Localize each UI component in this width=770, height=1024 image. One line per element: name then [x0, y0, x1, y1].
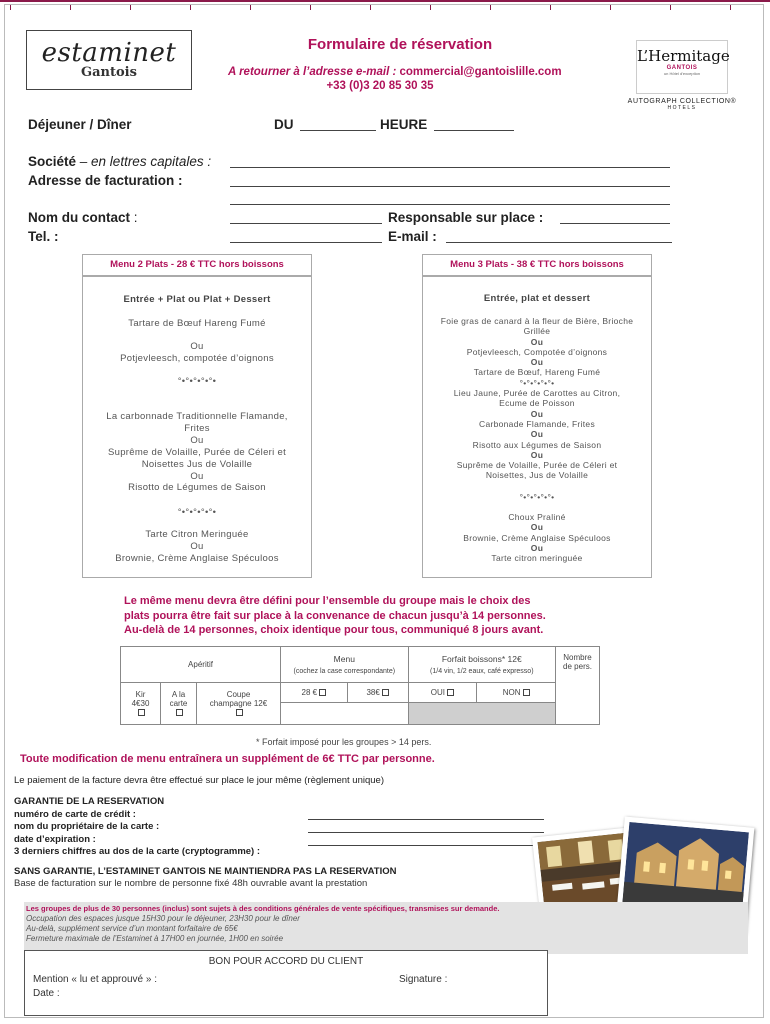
menu3-dessert-line-4: Tarte citron meringuée — [491, 553, 583, 564]
payment-notice: Le paiement de la facture devra être effectué sur place le jour même (règlement unique) — [14, 775, 385, 786]
card-number-field[interactable] — [308, 819, 544, 820]
forfait-header-label: Forfait boissons* 12€ — [441, 654, 522, 664]
menu-28-option[interactable] — [281, 683, 348, 703]
forfait-header — [408, 647, 555, 683]
menu3-dish-line-13: Ou — [530, 449, 544, 460]
return-label: A retourner à l’adresse e-mail : — [228, 66, 397, 78]
menu2-main-1b: Frites — [184, 423, 210, 434]
menu-38-checkbox[interactable] — [382, 689, 389, 696]
menu2-main-1a: La carbonnade Traditionnelle Flamande, — [106, 411, 288, 422]
date-signature-label: Date : — [33, 988, 60, 999]
alacarte-option[interactable] — [161, 683, 197, 725]
card-owner-field[interactable] — [308, 832, 544, 833]
autograph-collection-logo — [624, 98, 740, 111]
card-number-label: numéro de carte de crédit : — [14, 808, 136, 820]
forfait-footnote: * Forfait imposé pour les groupes > 14 pers. — [256, 737, 432, 747]
company-label-note: – en lettres capitales : — [76, 154, 212, 169]
menu2-or-4: Ou — [190, 541, 204, 552]
menu2-main-3: Risotto de Légumes de Saison — [128, 482, 266, 493]
conditions-box — [24, 902, 748, 954]
hermitage-logo-gantois: GANTOIS — [666, 65, 698, 71]
onsite-manager-field[interactable] — [560, 223, 670, 224]
menu3-dish-line-4: Ou — [530, 357, 544, 368]
page-title: Formulaire de réservation — [307, 36, 493, 53]
contact-name-text: Nom du contact — [28, 210, 131, 225]
menu2-or-3: Ou — [190, 471, 204, 482]
agreement-title: BON POUR ACCORD DU CLIENT — [208, 956, 364, 967]
menu3-desserts — [424, 512, 650, 563]
hermitage-logo — [636, 40, 728, 94]
menu3-dessert-line-2: Brownie, Crème Anglaise Spéculoos — [463, 532, 611, 543]
guarantee-title: GARANTIE DE LA RESERVATION — [14, 796, 165, 807]
menu3-dish-line-3: Potjevleesch, Compotée d’oignons — [466, 346, 608, 357]
menu3-dish-line-14: Suprême de Volaille, Purée de Céleri et — [456, 460, 618, 471]
company-field[interactable] — [230, 167, 670, 168]
menu2-main-2a: Suprême de Volaille, Purée de Céleri et — [107, 447, 287, 458]
time-field[interactable] — [434, 130, 514, 131]
menu2-or-2: Ou — [190, 435, 204, 446]
menu3-dish-line-6: °•°•°•°•°• — [519, 377, 555, 388]
menu3-dish-line-9: Ou — [530, 408, 544, 419]
menu-header-sub: (cochez la case correspondante) — [293, 668, 396, 675]
forfait-no-option[interactable] — [477, 683, 556, 703]
menu3-dish-line-10: Carbonade Flamande, Frites — [479, 418, 595, 429]
group-menu-notice — [124, 594, 644, 638]
hermitage-logo-sub: un Hôtel d'exception — [663, 71, 701, 76]
cvv-label: 3 derniers chiffres au dos de la carte (cryptogramme) : — [14, 846, 261, 857]
email-field[interactable] — [446, 242, 672, 243]
menu2-or-1: Ou — [190, 341, 204, 352]
menu-header — [281, 647, 409, 683]
forfait-yes-label: OUI — [430, 688, 446, 697]
menu2-starter-2: Potjevleesch, compotée d’oignons — [120, 353, 274, 364]
phone-label: Tel. : — [28, 229, 59, 244]
menu2-separator-1: °•°•°•°•°• — [177, 376, 217, 387]
champagne-option[interactable] — [197, 683, 281, 725]
alacarte-label-1: A la — [171, 690, 186, 699]
hermitage-logo-text: L’Hermitage — [637, 47, 730, 65]
guest-count-label-1: Nombre — [563, 653, 592, 662]
billing-address-label: Adresse de facturation : — [28, 173, 183, 188]
notice-line-1: Le même menu devra être défini pour l’ensemble du groupe mais le choix des — [124, 595, 531, 607]
menu2-dessert-1: Tarte Citron Meringuée — [145, 529, 249, 540]
champagne-label-2: champagne 12€ — [209, 699, 268, 708]
conditions-line-2: Occupation des espaces jusque 15H30 pour le déjeuner, 23H30 pour le dîner — [26, 914, 300, 923]
expiry-field[interactable] — [308, 845, 544, 846]
menu2-main-2b: Noisettes Jus de Volaille — [141, 459, 253, 470]
forfait-no-label: NON — [502, 688, 521, 697]
menu3-dish-line-11: Ou — [530, 429, 544, 440]
contact-phone[interactable]: +33 (0)3 20 85 30 35 — [326, 80, 434, 92]
menu-38-option[interactable] — [347, 683, 408, 703]
menu3-dish-line-15: Noisettes, Jus de Volaille — [485, 470, 589, 481]
date-field[interactable] — [300, 130, 376, 131]
champagne-label-1: Coupe — [226, 690, 251, 699]
menu2-dessert-2: Brownie, Crème Anglaise Spéculoos — [115, 553, 279, 564]
autograph-sub: HOTELS — [667, 105, 697, 111]
menu3-dishes — [424, 316, 650, 481]
client-agreement-box[interactable] — [24, 950, 548, 1016]
email-label: E-mail : — [388, 229, 437, 244]
menu3-dish-line-1: Grillée — [523, 326, 551, 337]
company-label — [28, 154, 211, 169]
phone-field[interactable] — [230, 242, 382, 243]
time-label: HEURE — [380, 117, 428, 132]
guest-count-label-2: de pers. — [563, 662, 592, 671]
order-table — [120, 646, 600, 725]
forfait-no-checkbox[interactable] — [523, 689, 530, 696]
alacarte-label-2: carte — [169, 699, 188, 708]
menu3-dish-line-12: Risotto aux Légumes de Saison — [472, 439, 602, 450]
kir-label: Kir — [135, 690, 146, 699]
menu3-formula: Entrée, plat et dessert — [483, 293, 591, 304]
meal-type-label: Déjeuner / Dîner — [28, 117, 132, 132]
menu3-dish-line-5: Tartare de Bœuf, Hareng Fumé — [473, 367, 601, 378]
guest-count-header[interactable] — [556, 647, 600, 725]
menu3-header: Menu 3 Plats - 38 € TTC hors boissons — [422, 254, 652, 276]
alacarte-checkbox[interactable] — [176, 709, 183, 716]
kir-option[interactable] — [121, 683, 161, 725]
onsite-manager-label: Responsable sur place : — [388, 210, 544, 225]
notice-line-2: plats pourra être fait sur place à la convenance de chacun jusqu’à 14 personnes. — [124, 609, 546, 622]
company-label-text: Société — [28, 154, 77, 169]
menu3-dish-line-0: Foie gras de canard à la fleur de Bière, Brioche — [440, 316, 634, 326]
menu3-dish-line-8: Ecume de Poisson — [499, 398, 575, 409]
card-owner-label: nom du propriétaire de la carte : — [14, 821, 160, 832]
logo-text-bottom: Gantois — [81, 65, 137, 80]
modification-notice: Toute modification de menu entraînera un supplément de 6€ TTC par personne. — [20, 753, 435, 765]
menu3-separator: °•°•°•°•°• — [519, 492, 555, 502]
kir-price: 4€30 — [131, 699, 150, 708]
logo-text-top: estaminet — [41, 38, 177, 68]
menu2-starter-1: Tartare de Bœuf Hareng Fumé — [128, 318, 266, 329]
menu-empty-cell — [281, 703, 409, 725]
contact-email[interactable]: commercial@gantoislille.com — [396, 66, 562, 78]
forfait-header-sub: (1/4 vin, 1/2 eaux, café expresso) — [430, 668, 534, 675]
aperitif-header: Apéritif — [121, 647, 281, 683]
guarantee-section — [14, 796, 260, 859]
contact-name-field[interactable] — [230, 223, 382, 224]
expiry-label: date d’expiration : — [14, 833, 96, 845]
menu3-dessert-line-1: Ou — [530, 522, 544, 533]
menu3-dessert-line-3: Ou — [530, 542, 544, 553]
autograph-text: AUTOGRAPH COLLECTION® — [627, 98, 737, 105]
billing-address-field-1[interactable] — [230, 186, 670, 187]
forfait-shaded-cell — [408, 703, 555, 725]
contact-name-label — [28, 210, 138, 225]
forfait-yes-checkbox[interactable] — [447, 689, 454, 696]
menu3-dish-line-2: Ou — [530, 336, 544, 347]
forfait-yes-option[interactable] — [408, 683, 477, 703]
champagne-checkbox[interactable] — [236, 709, 243, 716]
menu2-formula: Entrée + Plat ou Plat + Dessert — [123, 294, 271, 305]
billing-address-field-2[interactable] — [230, 204, 670, 205]
mention-label: Mention « lu et approuvé » : — [33, 974, 157, 985]
menu2-header: Menu 2 Plats - 28 € TTC hors boissons — [82, 254, 312, 276]
signature-label: Signature : — [399, 974, 448, 985]
kir-checkbox[interactable] — [138, 709, 145, 716]
menu-38-label: 38€ — [366, 688, 380, 697]
menu-28-label: 28 € — [301, 688, 318, 697]
conditions-line-1: Les groupes de plus de 30 personnes (inclus) sont sujets à des conditions générales de vente spécifiques, transmises sur demande. — [26, 904, 500, 913]
contact-name-colon: : — [130, 210, 138, 225]
menu2-separator-2: °•°•°•°•°• — [177, 507, 217, 518]
menu3-dish-line-7: Lieu Jaune, Purée de Carottes au Citron, — [453, 388, 621, 399]
menu-header-label: Menu — [333, 654, 355, 664]
notice-line-3: Au-delà de 14 personnes, choix identique pour tous, communiqué 8 jours avant. — [124, 624, 544, 636]
menu3-dessert-line-0: Choux Praliné — [508, 512, 566, 522]
conditions-line-4: Fermeture maximale de l’Estaminet à 17H00 en journée, 1H00 en soirée — [26, 934, 284, 943]
date-label: DU — [274, 117, 294, 132]
estaminet-logo — [26, 30, 192, 90]
billing-basis-note: Base de facturation sur le nombre de personne fixé 48h ouvrable avant la prestation — [14, 878, 368, 889]
no-guarantee-warning: SANS GARANTIE, L’ESTAMINET GANTOIS NE MAINTIENDRA PAS LA RESERVATION — [14, 866, 397, 877]
return-instructions — [228, 66, 598, 78]
conditions-line-3: Au-delà, supplément service d’un montant forfaitaire de 65€ — [26, 924, 238, 933]
menu-28-checkbox[interactable] — [319, 689, 326, 696]
